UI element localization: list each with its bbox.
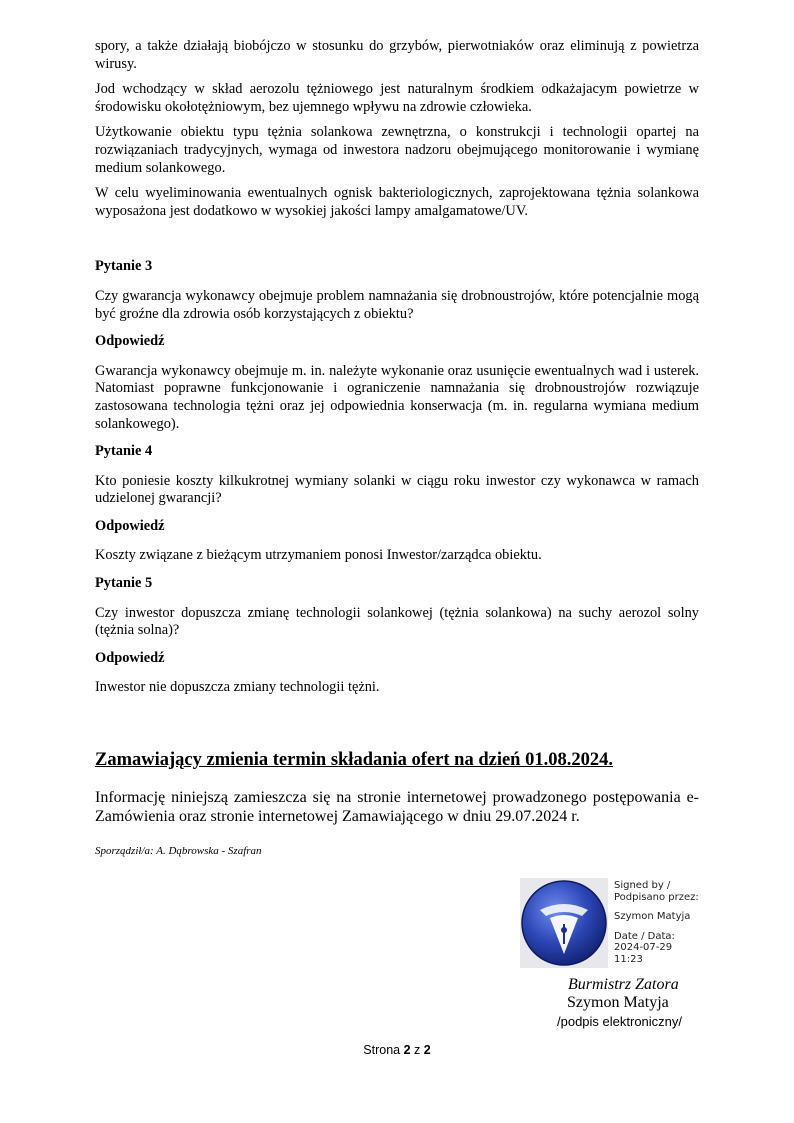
page-total: 2	[423, 1043, 431, 1057]
signed-by-label: Signed by /	[614, 880, 671, 891]
electronic-signature-note: /podpis elektroniczny/	[557, 1014, 683, 1029]
page-label: Strona	[363, 1043, 401, 1057]
answer-4-text: Koszty związane z bieżącym utrzymaniem ponosi Inwestor/zarządca obiektu.	[95, 547, 542, 564]
signature-details	[614, 880, 714, 965]
deadline-heading: Zamawiający zmienia termin składania ofert na dzień 01.08.2024.	[95, 750, 613, 770]
question-3-text: Czy gwarancja wykonawcy obejmuje problem namnażania się drobnoustrojów, które potencjalnie mogą być groźne dla zdrowia osób korzystających z obiektu?	[95, 287, 699, 322]
paragraph-uv-lamps: W celu wyeliminowania ewentualnych ognisk bakteriologicznych, zaprojektowana tężnia solankowa wyposażona jest dodatkowo w wysokiej jakości lampy amalgamatowe/UV.	[95, 185, 699, 219]
answer-5-label: Odpowiedź	[95, 649, 165, 666]
signature-time: 11:23	[614, 953, 643, 965]
answer-3-label: Odpowiedź	[95, 333, 165, 350]
answer-4-label: Odpowiedź	[95, 517, 165, 534]
signature-date: 2024-07-29	[614, 942, 673, 953]
date-label: Date / Data:	[614, 930, 675, 942]
page-separator: z	[414, 1043, 421, 1057]
page-number: 2	[403, 1043, 411, 1057]
signer-name: Szymon Matyja	[614, 911, 691, 922]
signed-by-label-pl: Podpisano przez:	[614, 891, 699, 903]
fountain-pen-nib-icon	[520, 878, 608, 968]
electronic-signature-block	[520, 878, 710, 970]
question-5-text: Czy inwestor dopuszcza zmianę technologii solankowej (tężnia solankowa) na suchy aerozol solny (tężnia solna)?	[95, 604, 699, 639]
question-3-label: Pytanie 3	[95, 258, 153, 275]
paragraph-disinfection: spory, a także działają biobójczo w stosunku do grzybów, pierwotniaków oraz eliminują z powietrza wirusy.	[95, 38, 699, 72]
paragraph-iodine: Jod wchodzący w skład aerozolu tężniowego jest naturalnym środkiem odkażajacym powietrze w środowisku okołotężniowym, bez ujemnego wpływu na zdrowie człowieka.	[95, 81, 699, 115]
paragraph-usage: Użytkowanie obiektu typu tężnia solankowa zewnętrzna, o konstrukcji i technologii opartej na rozwiązaniach tradycyjnych, wymaga od inwestora nadzoru obejmującego monitorowanie i wymianę medium solankowego.	[95, 124, 699, 176]
answer-3-text: Gwarancja wykonawcy obejmuje m. in. należyte wykonanie oraz usunięcie ewentualnych wad i usterek. Natomiast poprawne funkcjonowanie i ograniczenie namnażania się drobnoustrojów rozwiązuje zastosowana technologia tężni oraz jej odpowiednia konserwacja (m. in. regularna wymiana medium solankowego).	[95, 362, 699, 432]
mayor-name: Szymon Matyja	[567, 994, 669, 1011]
question-5-label: Pytanie 5	[95, 575, 153, 592]
answer-5-text: Inwestor nie dopuszcza zmiany technologii tężni.	[95, 679, 380, 696]
question-4-label: Pytanie 4	[95, 443, 153, 460]
publication-info: Informację niniejszą zamieszcza się na stronie internetowej prowadzonego postępowania e-Zamówienia oraz stronie internetowej Zamawiającego w dniu 29.07.2024 r.	[95, 789, 699, 825]
mayor-title: Burmistrz Zatora	[568, 976, 679, 993]
page-footer	[0, 1043, 794, 1057]
document-body	[95, 38, 699, 697]
question-4-text: Kto poniesie koszty kilkukrotnej wymiany solanki w ciągu roku inwestor czy wykonawca w ramach udzielonej gwarancji?	[95, 472, 699, 507]
prepared-by: Sporządził/a: A. Dąbrowska - Szafran	[95, 845, 262, 857]
